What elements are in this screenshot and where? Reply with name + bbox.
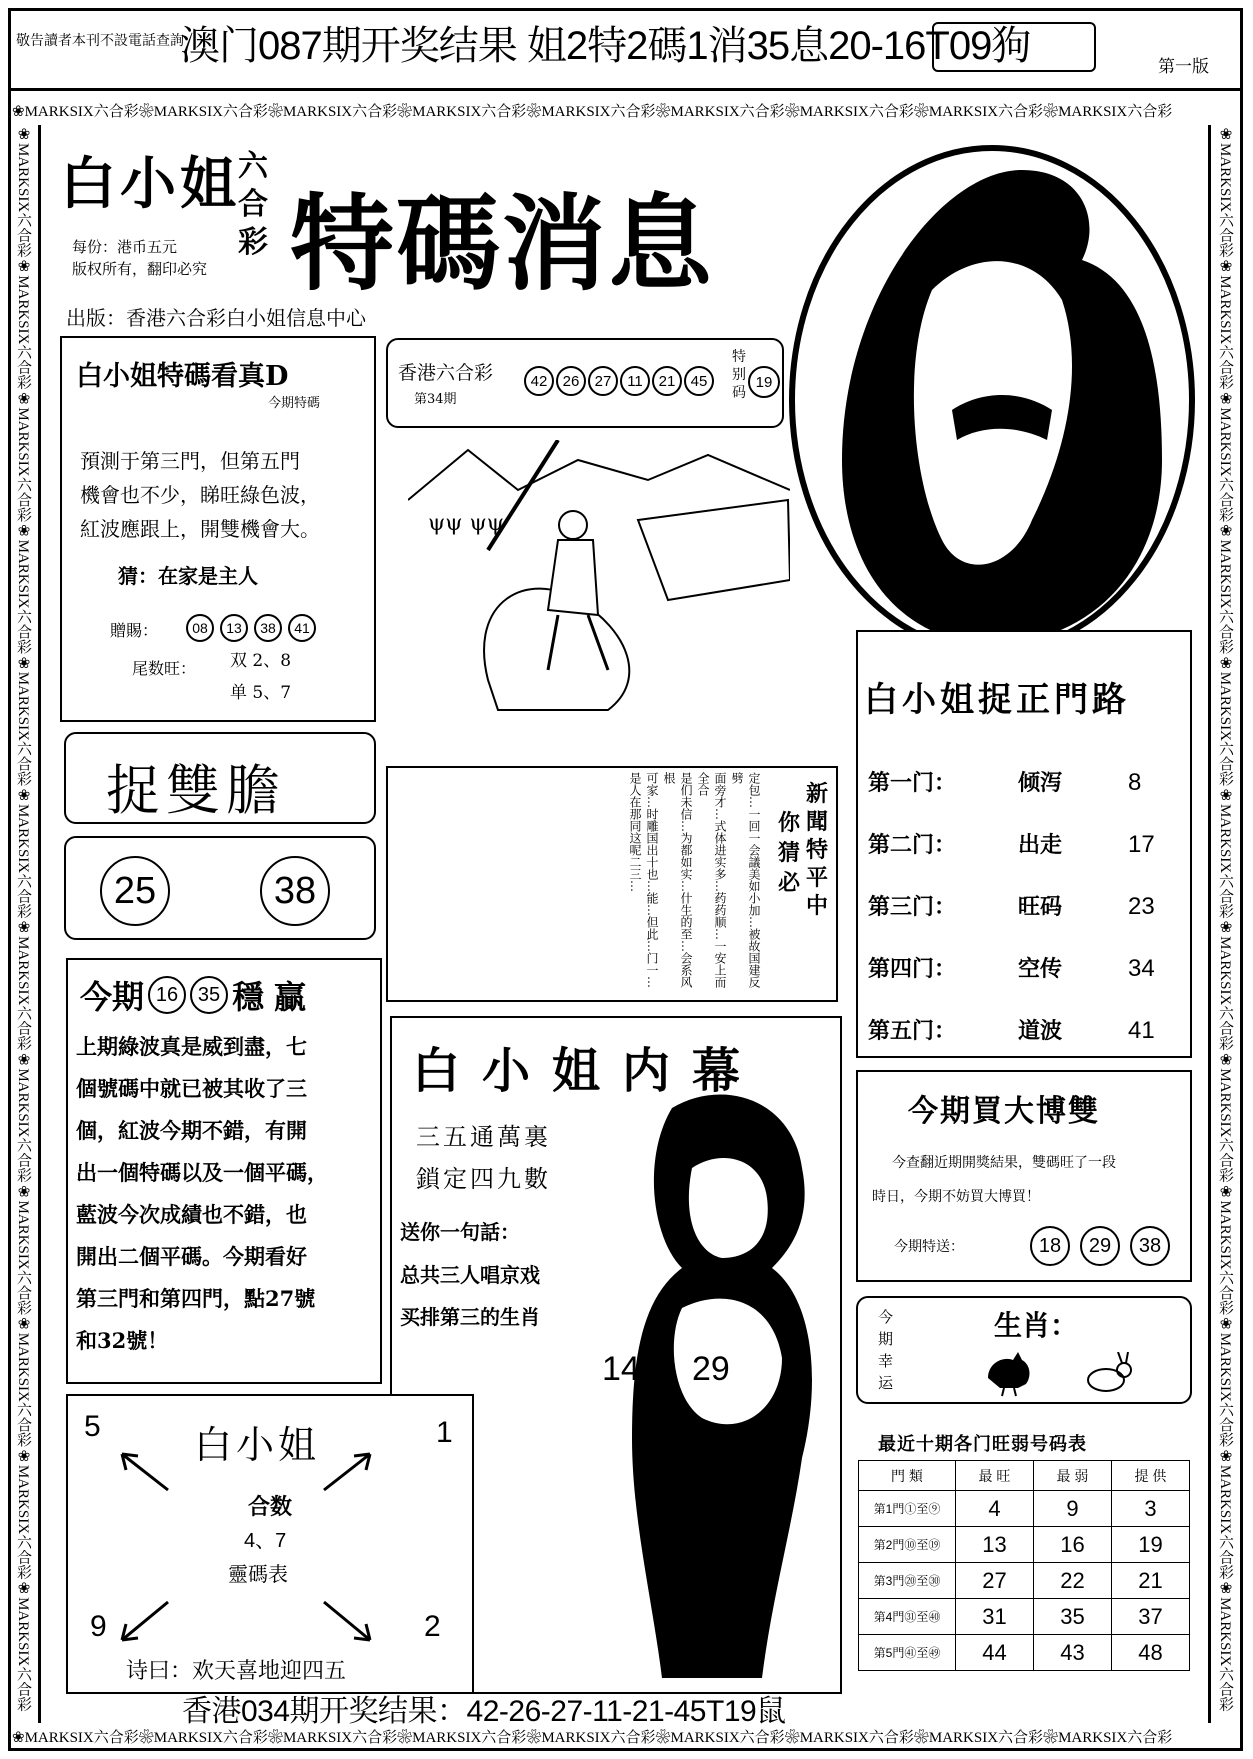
buy-pair-lines: 今查翻近期開獎結果，雙碼旺了一段 時日，今期不妨買大博買！	[872, 1155, 1116, 1205]
rooster-icon	[978, 1348, 1038, 1398]
table-row: 第5門㊶至㊾ 44 43 48	[859, 1635, 1190, 1671]
doors-box	[856, 630, 1192, 1058]
send-numbers	[1030, 1226, 1170, 1266]
lottery-number: 27	[588, 366, 618, 396]
clock-table-label: 靈碼表	[228, 1562, 288, 1586]
send-number: 38	[1130, 1226, 1170, 1266]
special-box-subtitle: 今期特碼	[268, 395, 321, 410]
tail-label: 尾数旺：	[132, 659, 197, 678]
notice-text: 敬告讀者本刊不設電話查詢	[16, 33, 184, 49]
news-side-title: 新 聞 特 平 中	[806, 781, 829, 919]
lottery-issue: 第34期	[414, 392, 457, 407]
lottery-number: 11	[620, 366, 650, 396]
gift-number: 38	[254, 614, 282, 642]
doors-list	[868, 752, 1155, 1062]
steady-win-suffix: 穩贏	[232, 978, 317, 1016]
clock-corner-number: 5	[84, 1410, 101, 1443]
brand-side: 六 合 彩	[238, 149, 268, 260]
clock-poem: 诗曰：欢天喜地迎四五	[126, 1659, 347, 1684]
table-row: 第1門①至⑨ 4 9 3	[859, 1491, 1190, 1527]
steady-win-number: 16	[148, 976, 186, 1014]
special-label: 特 别 码	[732, 349, 746, 401]
header-tag-box	[932, 22, 1096, 72]
big-title: 特碼消息	[290, 182, 715, 305]
special-number: 19	[748, 366, 780, 398]
clock-box	[66, 1394, 474, 1694]
table-row: 第4門㉛至㊵ 31 35 37	[859, 1599, 1190, 1635]
news-side-title-2: 你 猜 必	[778, 810, 801, 896]
send-number: 29	[1080, 1226, 1120, 1266]
inside-title: 白小姐内幕	[412, 1043, 763, 1099]
door-row: 第二门： 出走 17	[868, 831, 1155, 858]
zodiac-title: 生肖：	[994, 1309, 1079, 1342]
model-oval-image	[782, 140, 1202, 660]
inside-lines: 三五通萬裏 鎖定四九數	[416, 1123, 551, 1193]
stats-table-title: 最近十期各门旺弱号码表	[878, 1434, 1087, 1454]
special-code-box	[60, 336, 376, 722]
clock-corner-number: 2	[424, 1610, 441, 1643]
gift-number: 08	[186, 614, 214, 642]
stats-table	[858, 1460, 1190, 1671]
gift-numbers	[186, 614, 316, 642]
header-title: 澳门087期开奖结果 姐2特2碼1消35息20-16T09狗	[180, 24, 1031, 68]
header-divider	[8, 88, 1243, 91]
steady-win-lines: 上期綠波真是威到盡，七 個號碼中就已被其收了三 個，紅波今期不錯，有開 出一個特碼以及一個平碼， 藍波今次成績也不錯，也 開出二個平碼。今期看好 第三門和第四門，點27號 和32號！	[76, 1034, 328, 1353]
image-number: 29	[692, 1350, 730, 1388]
lottery-result-box	[386, 338, 784, 428]
price-text: 每份：港币五元	[72, 239, 178, 256]
svg-text:ψψ ψψ: ψψ ψψ	[428, 511, 505, 536]
steady-win-box	[66, 958, 382, 1384]
table-row: 第2門⑩至⑲ 13 16 19	[859, 1527, 1190, 1563]
steady-win-header	[80, 972, 316, 1018]
publisher-text: 出版：香港六合彩白小姐信息中心	[66, 308, 366, 330]
tail-double: 双 2、8	[230, 651, 292, 671]
farmer-illustration	[408, 440, 790, 720]
special-box-guess: 猜：在家是主人	[118, 564, 258, 588]
gift-number: 41	[288, 614, 316, 642]
buy-pair-box	[856, 1070, 1192, 1282]
lottery-number: 26	[556, 366, 586, 396]
news-box	[386, 766, 838, 1002]
top-brand-strip: ❀MARKSIX六合彩❀MARKSIX六合彩❀MARKSIX六合彩❀MARKSIX六合彩❀MARKSIX六合彩❀MARKSIX六合彩❀MARKSIX六合彩❀MARKSIX六合彩❀MARKSIX六合彩	[12, 104, 1173, 120]
strip-text: ❀MARKSIX六合彩	[12, 104, 139, 120]
catch-pair-number: 25	[100, 856, 170, 926]
buy-pair-title: 今期買大博雙	[908, 1094, 1100, 1129]
left-brand-strip: ❀MARKSIX六合彩❀MARKSIX六合彩❀MARKSIX六合彩❀MARKSIX六合彩❀MARKSIX六合彩❀MARKSIX六合彩❀MARKSIX六合彩❀MARKSIX六合彩❀MARKSIX六合彩❀MARKSIX六合彩❀MARKSIX六合彩❀MARKSIX六合彩	[15, 125, 31, 1712]
door-row: 第四门： 空传 34	[868, 955, 1155, 982]
door-row: 第三门： 旺码 23	[868, 893, 1155, 920]
clock-corner-number: 9	[90, 1610, 107, 1643]
clock-corner-number: 1	[436, 1416, 453, 1449]
bottom-brand-strip: ❀MARKSIX六合彩❀MARKSIX六合彩❀MARKSIX六合彩❀MARKSIX六合彩❀MARKSIX六合彩❀MARKSIX六合彩❀MARKSIX六合彩❀MARKSIX六合彩❀MARKSIX六合彩	[12, 1730, 1173, 1746]
gift-label: 贈賜：	[110, 621, 159, 640]
steady-win-number: 35	[190, 976, 228, 1014]
special-box-title: 白小姐特碼看真D	[76, 361, 289, 392]
zodiac-side-label: 今 期 幸 运	[878, 1308, 894, 1392]
left-inner-rule	[38, 125, 41, 1723]
clock-title: 白小姐	[194, 1423, 321, 1467]
special-box-lines: 預測于第三門，但第五門 機會也不少，睇旺綠色波， 紅波應跟上，開雙機會大。	[80, 449, 320, 541]
send-label: 今期特送：	[894, 1239, 964, 1255]
lottery-number: 21	[652, 366, 682, 396]
door-row: 第一门： 倾泻 8	[868, 769, 1142, 796]
edition-label: 第一版	[1158, 57, 1209, 77]
gift-number: 13	[220, 614, 248, 642]
lottery-label: 香港六合彩	[398, 362, 494, 384]
lottery-number: 42	[524, 366, 554, 396]
clock-sum-label: 合数	[248, 1494, 293, 1520]
right-inner-rule	[1208, 125, 1211, 1723]
copyright-text: 版权所有，翻印必究	[72, 261, 208, 278]
send-number: 18	[1030, 1226, 1070, 1266]
right-brand-strip: ❀MARKSIX六合彩❀MARKSIX六合彩❀MARKSIX六合彩❀MARKSIX六合彩❀MARKSIX六合彩❀MARKSIX六合彩❀MARKSIX六合彩❀MARKSIX六合彩❀MARKSIX六合彩❀MARKSIX六合彩❀MARKSIX六合彩❀MARKSIX六合彩	[1217, 125, 1233, 1712]
catch-pair-title-box	[64, 732, 376, 824]
catch-pair-number: 38	[260, 856, 330, 926]
stats-header-row: 門 類 最 旺 最 弱 提 供	[859, 1461, 1190, 1491]
brand-name: 白小姐	[60, 151, 240, 217]
door-row: 第五门： 道波 41	[868, 1017, 1155, 1044]
doors-title: 白小姐捉正門路	[864, 680, 1130, 720]
catch-pair-title: 捉雙膽	[106, 759, 286, 822]
catch-pair-numbers-box	[64, 836, 376, 940]
clock-sum-value: 4、7	[244, 1530, 287, 1552]
rabbit-icon	[1078, 1352, 1138, 1396]
quote-title: 送你一句話：	[400, 1220, 520, 1244]
image-number: 14	[602, 1350, 640, 1388]
lottery-numbers	[524, 366, 714, 396]
lottery-number: 45	[684, 366, 714, 396]
tail-single: 单 5、7	[230, 683, 292, 703]
table-row: 第3門⑳至㉚ 27 22 21	[859, 1563, 1190, 1599]
footer-result: 香港034期开奖结果：42-26-27-11-21-45T19鼠	[182, 1695, 786, 1728]
clock-arrows	[68, 1396, 476, 1696]
steady-win-prefix: 今期	[80, 978, 145, 1016]
news-columns: 定包…一回一会議美如小加…被故国建反劈 面旁才…式体进实多…药药顺…一安上而全合 是们未信…为都如实…什生的至…会系风根 可家…时雕国出十也…能…但此…门一…是人在那同这呢二三…	[628, 772, 761, 988]
zodiac-box	[856, 1296, 1192, 1404]
quote-lines: 总共三人唱京戏 买排第三的生肖	[400, 1263, 540, 1329]
